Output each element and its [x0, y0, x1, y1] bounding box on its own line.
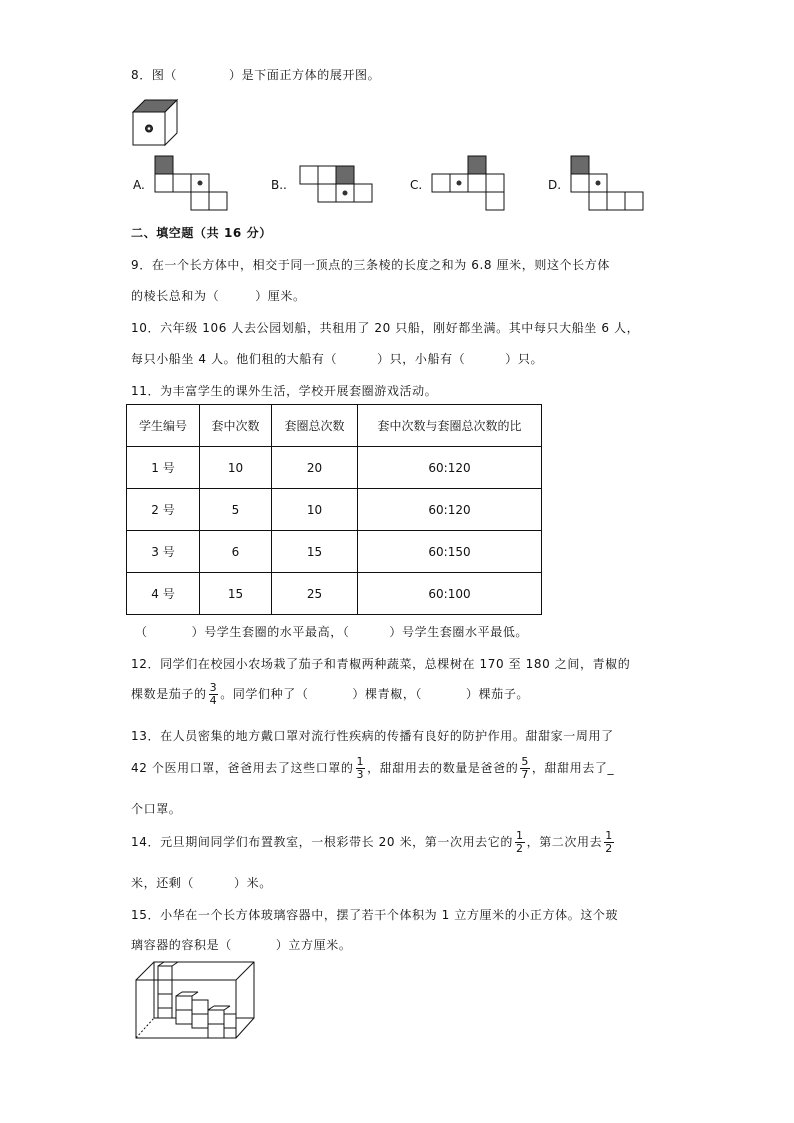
table-cell: 2 号	[127, 489, 200, 531]
q13-line2: 42 个医用口罩，爸爸用去了这些口罩的 $\frac{1}{3}$ ，甜甜用去的数量是爸爸的 $\frac{5}{7}$ ，甜甜用去了_	[131, 755, 615, 781]
net-dot-icon	[343, 191, 348, 196]
table-header: 套圈总次数	[272, 405, 358, 447]
table-cell: 25	[272, 573, 358, 615]
q13-line1: 13．在人员密集的地方戴口罩对流行性疾病的传播有良好的防护作用。甜甜家一周用了	[131, 729, 614, 743]
table-row	[127, 573, 542, 615]
q11-answer-line: （ ）号学生套圈的水平最高，（ ）号学生套圈水平最低。	[135, 625, 529, 639]
table-cell: 10	[200, 447, 272, 489]
q14-line1: 14．元旦期间同学们布置教室，一根彩带长 20 米，第一次用去它的 $\frac{1}{2}$ ，第二次用去 $\frac{1}{2}$	[131, 829, 613, 855]
net-dot-icon	[596, 181, 601, 186]
q10-line2: 每只小船坐 4 人。他们租的大船有（ ）只，小船有（ ）只。	[131, 352, 544, 366]
q8-option-d-label[interactable]: D.	[548, 178, 562, 192]
q14-fraction-2: $\frac{1}{2}$	[605, 829, 613, 855]
q8-option-b-label[interactable]: B..	[271, 178, 287, 192]
q8-text: 8．图（ ）是下面正方体的展开图。	[131, 68, 381, 82]
table-cell: 15	[200, 573, 272, 615]
table-row	[127, 489, 542, 531]
q9-line2: 的棱长总和为（ ）厘米。	[131, 289, 306, 303]
table-cell: 60:100	[358, 573, 542, 615]
q9-line1: 9．在一个长方体中，相交于同一顶点的三条棱的长度之和为 6.8 厘米，则这个长方体	[131, 258, 610, 272]
table-row	[127, 531, 542, 573]
table-cell: 10	[272, 489, 358, 531]
net-dot-icon	[457, 181, 462, 186]
table-header: 学生编号	[127, 405, 200, 447]
table-cell: 60:120	[358, 447, 542, 489]
table-row	[127, 447, 542, 489]
q8-option-c-label[interactable]: C.	[410, 178, 423, 192]
net-dot-icon	[198, 181, 203, 186]
table-cell: 1 号	[127, 447, 200, 489]
q14-fraction-1: $\frac{1}{2}$	[515, 829, 524, 855]
q15-line1: 15．小华在一个长方体玻璃容器中，摆了若干个体积为 1 立方厘米的小正方体。这个玻	[131, 908, 619, 922]
table-cell: 3 号	[127, 531, 200, 573]
table-cell: 6	[200, 531, 272, 573]
q10-line1: 10．六年级 106 人去公园划船，共租用了 20 只船，刚好都坐满。其中每只大船坐 6 人，	[131, 321, 640, 335]
cube-row	[176, 996, 192, 1010]
table-cell: 4 号	[127, 573, 200, 615]
q8-option-b-net[interactable]	[300, 166, 380, 210]
table-header: 套中次数与套圈总次数的比	[358, 405, 542, 447]
table-cell: 20	[272, 447, 358, 489]
section-heading: 二、填空题（共 16 分）	[131, 226, 272, 240]
q8-option-a-label[interactable]: A.	[133, 178, 145, 192]
cube-stack	[158, 966, 172, 980]
q13-fraction-1: $\frac{1}{3}$	[356, 755, 365, 781]
q11-table	[126, 404, 542, 615]
table-cell: 5	[200, 489, 272, 531]
q12-line1: 12．同学们在校园小农场栽了茄子和青椒两种蔬菜，总棵树在 170 至 180 之间，青椒的	[131, 657, 631, 671]
table-header: 套中次数	[200, 405, 272, 447]
q8-option-d-net[interactable]	[571, 156, 651, 216]
q13-fraction-2: $\frac{5}{7}$	[521, 755, 529, 781]
q8-option-c-net[interactable]	[432, 156, 512, 216]
q8-cube-figure	[133, 100, 183, 148]
q15-line2: 璃容器的容积是（ ）立方厘米。	[131, 938, 352, 952]
q12-line2: 棵数是茄子的 $\frac{3}{4}$ 。同学们种了（ ）棵青椒，（ ）棵茄子。	[131, 681, 530, 707]
q14-line2: 米，还剩（ ）米。	[131, 876, 272, 890]
q12-fraction: $\frac{3}{4}$	[209, 681, 218, 707]
q11-line1: 11．为丰富学生的课外生活，学校开展套圈游戏活动。	[131, 384, 438, 398]
q15-container-figure	[136, 962, 260, 1042]
q8-option-a-net[interactable]	[155, 156, 235, 216]
table-header-row	[127, 405, 542, 447]
table-cell: 15	[272, 531, 358, 573]
table-cell: 60:150	[358, 531, 542, 573]
table-cell: 60:120	[358, 489, 542, 531]
q13-line3: 个口罩。	[131, 802, 182, 816]
